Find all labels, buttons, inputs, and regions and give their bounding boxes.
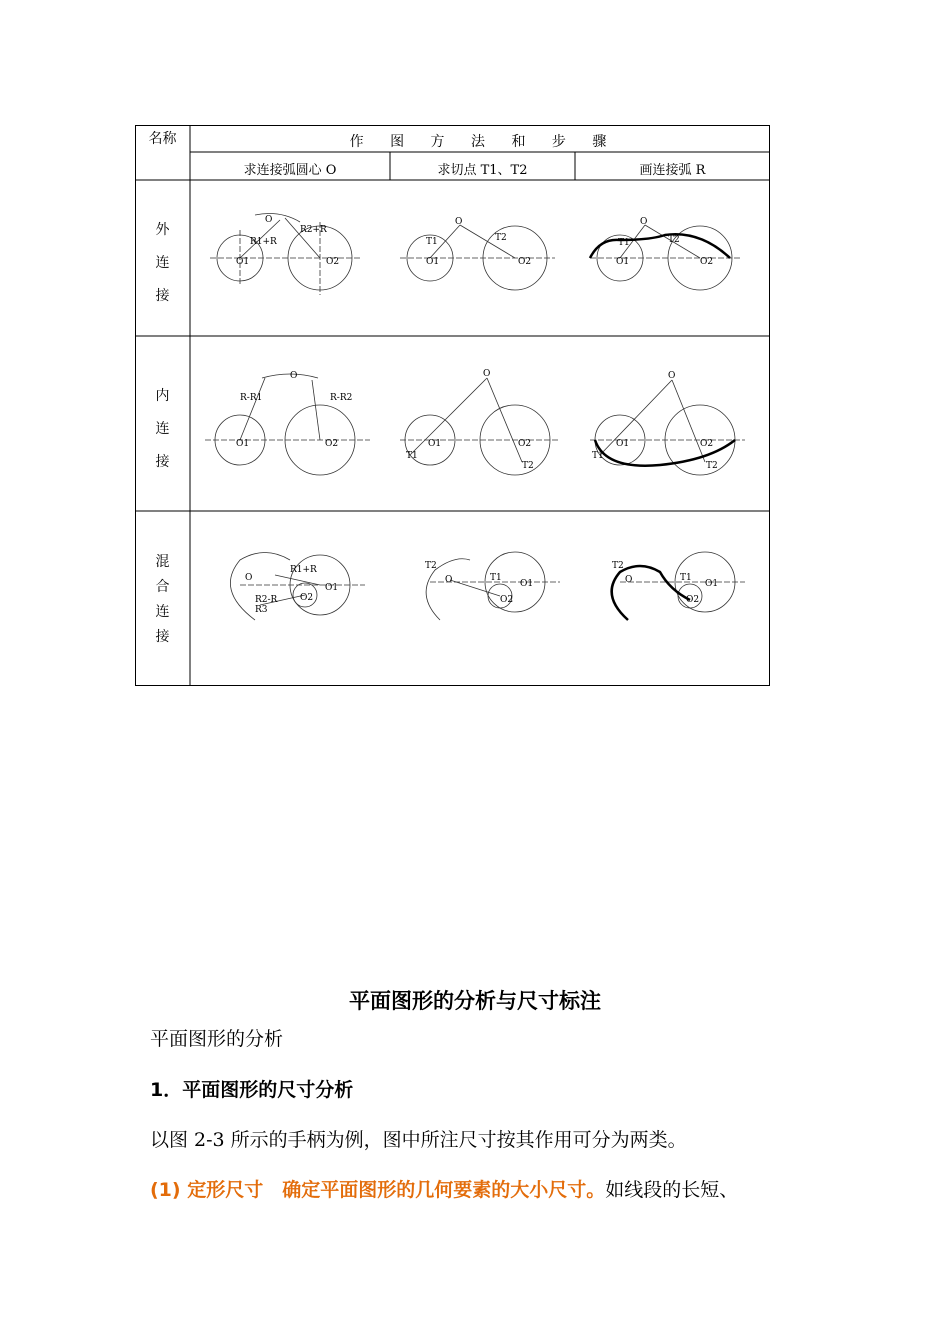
svg-text:T1: T1 [426,237,438,247]
svg-text:R-R2: R-R2 [330,393,353,403]
svg-text:T2: T2 [522,461,534,471]
svg-text:O: O [483,369,491,379]
svg-text:O1: O1 [325,583,339,593]
svg-text:R1+R: R1+R [250,237,277,247]
svg-text:T1: T1 [406,451,418,461]
header-name: 名称 [148,131,177,147]
svg-text:O1: O1 [236,257,250,267]
svg-text:O: O [640,217,648,227]
subheader-tangent: 求切点 T1、T2 [437,163,528,178]
row-label-external: 外 连 接 [155,222,170,304]
svg-text:O2: O2 [518,439,532,449]
svg-text:O2: O2 [326,257,340,267]
svg-text:R2+R: R2+R [300,225,327,235]
svg-text:R3: R3 [255,605,268,615]
paragraph-analysis: 平面图形的分析 [150,1028,284,1050]
svg-text:O: O [290,371,298,381]
paragraph-shape-dimension [150,1175,738,1202]
svg-text:T2: T2 [706,461,718,471]
svg-text:O1: O1 [236,439,250,449]
svg-text:R2-R: R2-R [255,595,278,605]
svg-text:O2: O2 [325,439,339,449]
header-method: 作 图 方 法 和 步 骤 [349,134,611,150]
heading-dimension-analysis: 1．平面图形的尺寸分析 [150,1079,354,1101]
paragraph-intro: 以图 2-3 所示的手柄为例，图中所注尺寸按其作用可分为两类。 [150,1129,687,1151]
svg-text:T2: T2 [495,233,507,243]
svg-text:O2: O2 [500,595,514,605]
svg-text:O2: O2 [700,257,714,267]
svg-text:T1: T1 [592,451,604,461]
svg-text:T1: T1 [618,238,630,248]
shape-dimension-emphasis: (1) 定形尺寸 确定平面图形的几何要素的大小尺寸。 [150,1179,606,1201]
svg-text:T2: T2 [425,561,437,571]
svg-text:O1: O1 [705,579,719,589]
svg-text:O: O [265,215,273,225]
svg-text:O2: O2 [518,257,532,267]
svg-text:O2: O2 [686,595,700,605]
svg-text:O: O [245,573,253,583]
svg-text:O: O [455,217,463,227]
shape-dimension-continuation: 如线段的长短、 [605,1179,739,1201]
svg-text:O2: O2 [300,593,314,603]
svg-text:O: O [625,575,633,585]
subheader-center: 求连接弧圆心 O [243,163,337,178]
svg-text:T2: T2 [612,561,624,571]
row-label-internal: 内 连 接 [155,388,170,470]
svg-text:O: O [668,371,676,381]
svg-text:O2: O2 [700,439,714,449]
svg-text:T1: T1 [490,573,502,583]
svg-text:T1: T1 [680,573,692,583]
svg-text:O1: O1 [616,439,630,449]
svg-text:O1: O1 [520,579,534,589]
svg-text:O1: O1 [616,257,630,267]
svg-text:O1: O1 [428,439,442,449]
svg-text:R-R1: R-R1 [240,393,263,403]
section-title: 平面图形的分析与尺寸标注 [349,989,601,1013]
svg-text:T2: T2 [668,235,680,245]
svg-text:O: O [445,575,453,585]
svg-text:R1+R: R1+R [290,565,317,575]
subheader-arc: 画连接弧 R [639,163,706,178]
svg-text:O1: O1 [426,257,440,267]
row-label-mixed: 混 合 连 接 [155,554,170,645]
